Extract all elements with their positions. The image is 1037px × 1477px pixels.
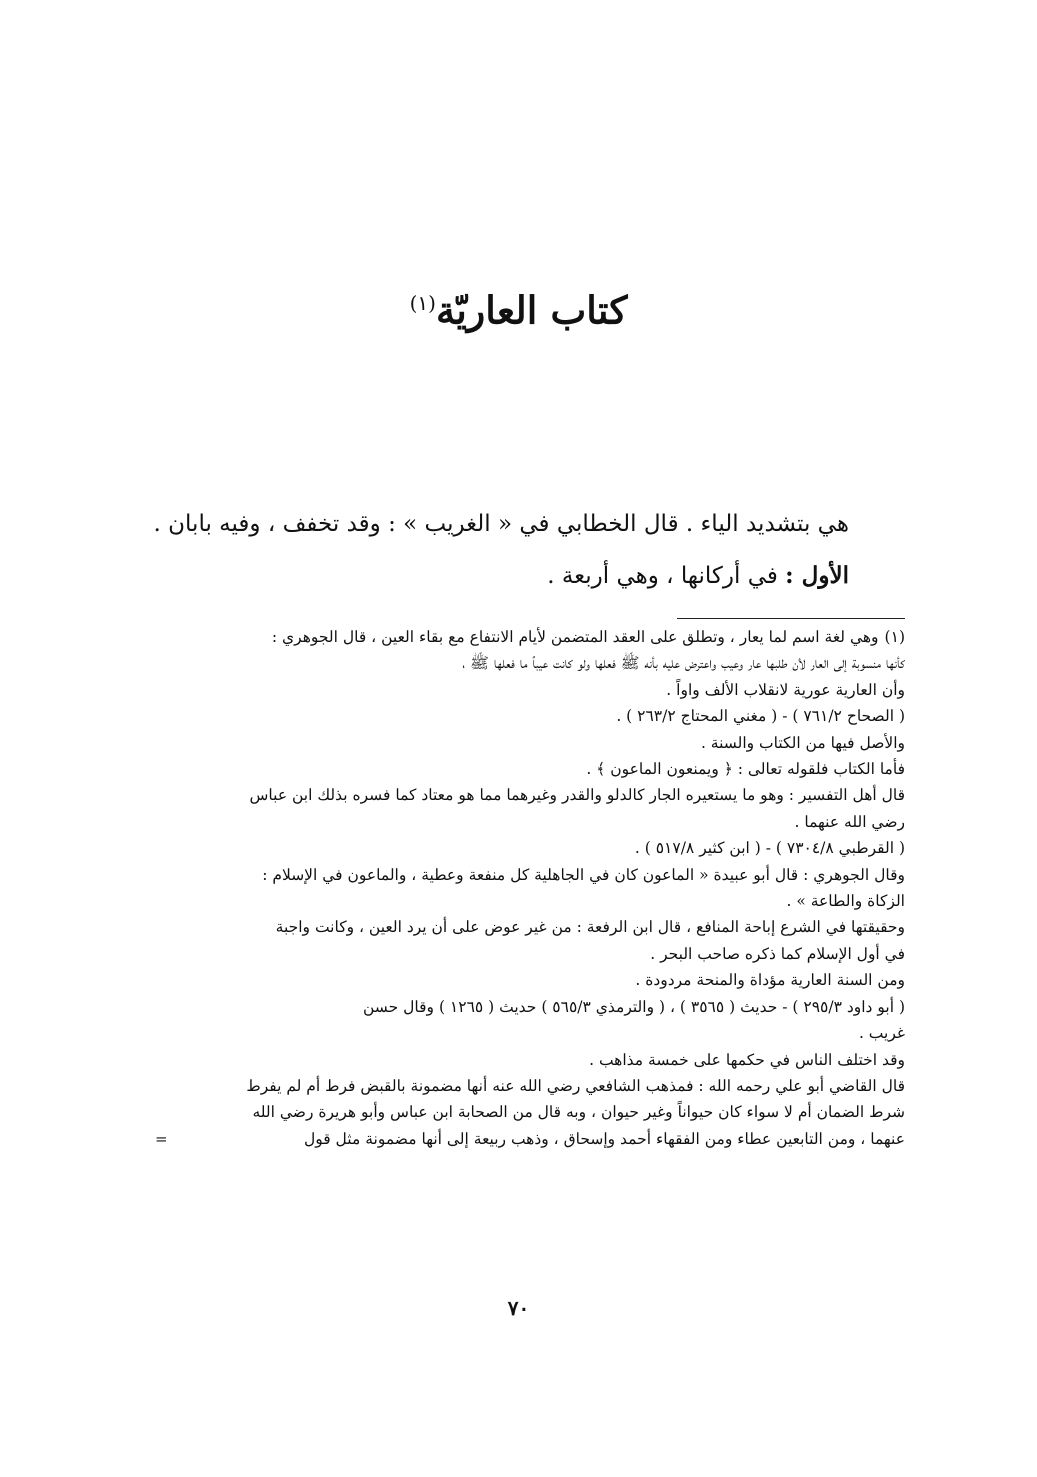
section-heading-rest: في أركانها ، وهي أربعة . [547, 563, 786, 589]
footnote-line [155, 1126, 905, 1152]
footnote-line: وقد اختلف الناس في حكمها على خمسة مذاهب . [589, 1050, 905, 1069]
footnote-line: وأن العارية عورية لانقلاب الألف واواً . [666, 680, 905, 699]
footnote-line: ( أبو داود ٢٩٥/٣ ) - حديث ( ٣٥٦٥ ) ، ( والترمذي ٥٦٥/٣ ) حديث ( ١٢٦٥ ) وقال حسن [363, 997, 905, 1016]
section-heading-first: الأول : [785, 562, 849, 589]
footnote-line: وقال الجوهري : قال أبو عبيدة « الماعون كان في الجاهلية كل منفعة وعطية ، والماعون في الإسلام : [262, 865, 905, 884]
chapter-title-text: كتاب العاريّة [435, 287, 628, 333]
footnote-reference: (١) [409, 291, 436, 315]
footnote-line: شرط الضمان أم لا سواء كان حيواناً وغير حيوان ، وبه قال من الصحابة ابن عباس وأبو هريرة رضي الله [252, 1103, 905, 1122]
footnote-line: فأما الكتاب فلقوله تعالى : ﴿ ويمنعون الماعون ﴾ . [586, 760, 905, 779]
footnotes [155, 624, 905, 1152]
footnote-line [169, 624, 905, 650]
chapter-title [0, 278, 1037, 336]
footnote-line: غريب . [858, 1024, 905, 1043]
footnote-line: ( القرطبي ٧٣٠٤/٨ ) - ( ابن كثير ٥١٧/٨ ) . [634, 839, 905, 858]
main-text [149, 498, 849, 602]
footnote-separator [677, 618, 905, 619]
continuation-mark: = [155, 1129, 168, 1148]
footnote-line: في أول الإسلام كما ذكره صاحب البحر . [650, 944, 905, 963]
main-text-line-2 [149, 550, 849, 602]
footnote-line: ومن السنة العارية مؤداة والمنحة مردودة . [635, 971, 905, 990]
footnote-line: ( الصحاح ٧٦١/٢ ) - ( مغني المحتاج ٢٦٣/٢ ) . [616, 707, 905, 726]
footnote-line: وحقيقتها في الشرع إباحة المنافع ، قال ابن الرفعة : من غير عوض على أن يرد العين ، وكانت واجبة [275, 918, 905, 937]
footnote-number: (١) [884, 628, 905, 646]
footnote-line-text: وهي لغة اسم لما يعار ، وتطلق على العقد المتضمن لأيام الانتفاع مع بقاء العين ، قال الجوهري : [271, 628, 879, 646]
footnote-line: قال القاضي أبو علي رحمه الله : فمذهب الشافعي رضي الله عنه أنها مضمونة بالقبض فرط أم لم يفرط [246, 1076, 905, 1095]
page-number: ٧٠ [507, 1296, 530, 1320]
footnote-line-text: عنهما ، ومن التابعين عطاء ومن الفقهاء أحمد وإسحاق ، وذهب ربيعة إلى أنها مضمونة مثل قول [303, 1129, 905, 1148]
footnote-line: رضي الله عنهما . [794, 812, 905, 831]
footnote-line: الزكاة والطاعة » . [786, 892, 905, 911]
footnote-line: قال أهل التفسير : وهو ما يستعيره الجار كالدلو والقدر وغيرهما مما هو معتاد كما فسره بذلك ابن عباس [249, 786, 905, 805]
main-text-line-1: هي بتشديد الياء . قال الخطابي في « الغريب » : وقد تخفف ، وفيه بابان . [153, 511, 849, 537]
footnote-line: والأصل فيها من الكتاب والسنة . [700, 733, 905, 752]
footnote-line: كأنها منسوبة إلى العار لأن طلبها عار وعيب واعترض عليه بأنه ﷺ فعلها ولو كانت عيباً ما فعلها ﷺ ، [462, 654, 905, 673]
